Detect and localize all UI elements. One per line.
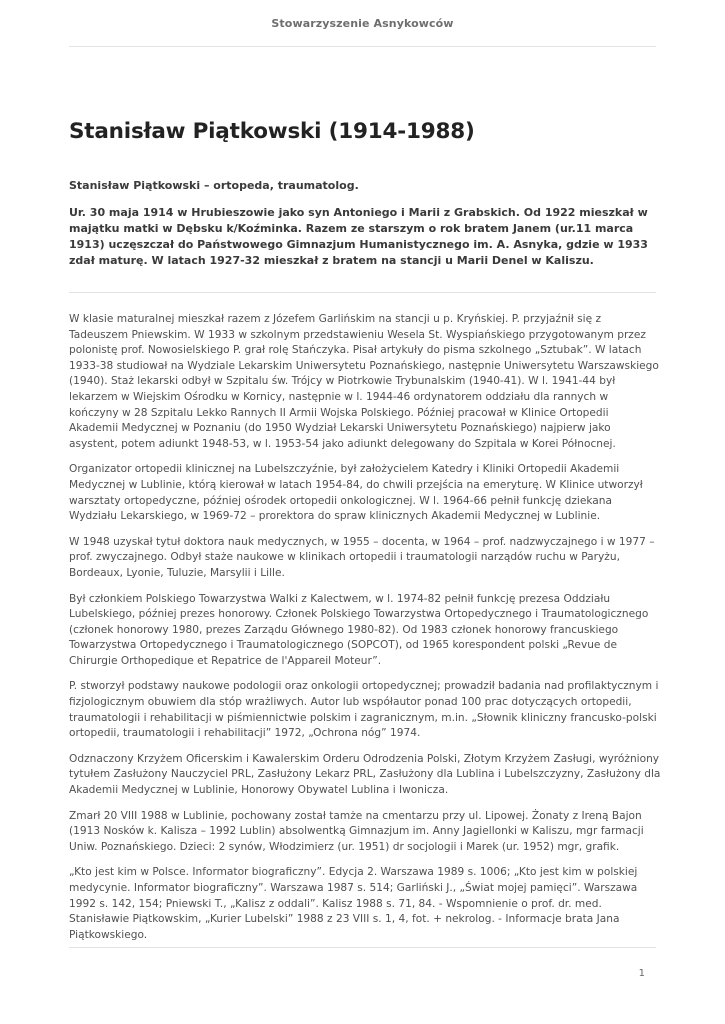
footer-divider: [69, 947, 656, 948]
article-body: [69, 312, 661, 953]
body-paragraph: W 1948 uzyskał tytuł doktora nauk medycznych, w 1955 – docenta, w 1964 – prof. nadzwyczajnego i w 1977 – prof. zwyczajnego. Odbył staże naukowe w klinikach ortopedii i traumatologii narządów ruchu w Paryżu, Bordeaux, Lyonie, Tuluzie, Marsylii i Lille.: [69, 535, 655, 579]
body-paragraph: Organizator ortopedii klinicznej na Lubelszczyźnie, był założycielem Katedry i Kliniki Ortopedii Akademii Medycznej w Lublinie, którą kierował w latach 1954-84, do chwili przejścia na emeryturę. W Klinice utworzył warsztaty ortopedyczne, później ośrodek ortopedii onkologicznej. W l. 1964-66 pełnił funkcję dziekana Wydziału Lekarskiego, w 1969-72 – prorektora do spraw klinicznych Akademii Medycznej w Lublinie.: [69, 463, 643, 523]
body-paragraph: P. stworzył podstawy naukowe podologii oraz onkologii ortopedycznej; prowadził badania nad profilaktycznym i fizjologicznym obuwiem dla stóp wrażliwych. Autor lub współautor ponad 100 prac dotyczących ortopedii, traumatologii i rehabilitacji w piśmiennictwie polskim i zagranicznym, m.in. „Słownik kliniczny francusko-polski ortopedii, traumatologii i rehabilitacji” 1972, „Ochrona nóg” 1974.: [69, 680, 659, 740]
references-paragraph: „Kto jest kim w Polsce. Informator biograficzny”. Edycja 2. Warszawa 1989 s. 1006; „Kto jest kim w polskiej medycynie. Informator biograficzny”. Warszawa 1987 s. 514; Garliński J., „Świat mojej pamięci”. Warszawa 1992 s. 142, 154; Pniewski T., „Kalisz z oddali”. Kalisz 1988 s. 71, 84. - Wspomnienie o prof. dr. med. Stanisławie Piątkowskim, „Kurier Lubelski” 1988 z 23 VIII s. 1, 4, fot. + nekrolog. - Informacje brata Jana Piątkowskiego.: [69, 866, 638, 941]
lead-paragraph: Ur. 30 maja 1914 w Hrubieszowie jako syn Antoniego i Marii z Grabskich. Od 1922 mieszkał w majątku matki w Dębsku k/Koźminka. Razem ze starszym o rok bratem Janem (ur.11 marca 1913) uczęszczał do Państwowego Gimnazjum Humanistycznego im. A. Asnyka, gdzie w 1933 zdał maturę. W latach 1927-32 mieszkał z bratem na stancji u Marii Denel w Kaliszu.: [69, 206, 648, 267]
article-lead: [69, 178, 659, 280]
header-divider: [69, 46, 656, 47]
page-number: 1: [638, 968, 645, 979]
body-paragraph: W klasie maturalnej mieszkał razem z Józefem Garlińskim na stancji u p. Kryńskiej. P. przyjaźnił się z Tadeuszem Pniewskim. W 1933 w szkolnym przedstawieniu Wesela St. Wyspiańskiego przygotowanym przez polonistę prof. Nowosielskiego P. grał rolę Stańczyka. Pisał artykuły do pisma szkolnego „Sztubak”. W latach 1933-38 studiował na Wydziale Lekarskim Uniwersytetu Poznańskiego, następnie Uniwersytetu Warszawskiego (1940). Staż lekarski odbył w Szpitalu św. Trójcy w Piotrkowie Trybunalskim (1940-41). W l. 1941-44 był lekarzem w Wiejskim Ośrodku w Kornicy, następnie w l. 1944-46 ordynatorem oddziału dla rannych w kończyny w 28 Szpitalu Lekko Rannych II Armii Wojska Polskiego. Później pracował w Klinice Ortopedii Akademii Medycznej w Poznaniu (do 1950 Wydział Lekarski Uniwersytetu Poznańskiego) najpierw jako asystent, potem adiunkt 1948-53, w l. 1953-54 jako adiunkt delegowany do Szpitala w Korei Północnej.: [69, 313, 659, 450]
site-name: Stowarzyszenie Asnykowców: [271, 17, 454, 30]
page-title: Stanisław Piątkowski (1914-1988): [69, 119, 475, 144]
body-paragraph: Był członkiem Polskiego Towarzystwa Walki z Kalectwem, w l. 1974-82 pełnił funkcję prezesa Oddziału Lubelskiego, później prezes honorowy. Członek Polskiego Towarzystwa Ortopedycznego i Traumatologicznego (członek honorowy 1980, prezes Zarządu Głównego 1980-82). Od 1983 członek honorowy francuskiego Towarzystwa Ortopedycznego i Traumatologicznego (SOPCOT), od 1965 korespondent polski „Revue de Chirurgie Orthopedique et Repatrice de l'Appareil Moteur”.: [69, 592, 649, 667]
body-paragraph: Odznaczony Krzyżem Oficerskim i Kawalerskim Orderu Odrodzenia Polski, Złotym Krzyżem Zasługi, wyróżniony tytułem Zasłużony Nauczyciel PRL, Zasłużony Lekarz PRL, Zasłużony dla Lublina i Lubelszczyzny, Zasłużony dla Akademii Medycznej w Lublinie, Honorowy Obywatel Lublina i Iwonicza.: [69, 752, 661, 797]
body-paragraph: Zmarł 20 VIII 1988 w Lublinie, pochowany został tamże na cmentarzu przy ul. Lipowej. Żonaty z Ireną Bajon (1913 Nosków k. Kalisza – 1992 Lublin) absolwentką Gimnazjum im. Anny Jagiellonki w Kaliszu, mgr farmacji Uniw. Poznańskiego. Dzieci: 2 synów, Włodzimierz (ur. 1951) dr socjologii i Marek (ur. 1952) mgr, grafik.: [69, 809, 644, 853]
lead-paragraph: Stanisław Piątkowski – ortopeda, traumatolog.: [69, 179, 359, 192]
section-divider: [69, 292, 656, 293]
